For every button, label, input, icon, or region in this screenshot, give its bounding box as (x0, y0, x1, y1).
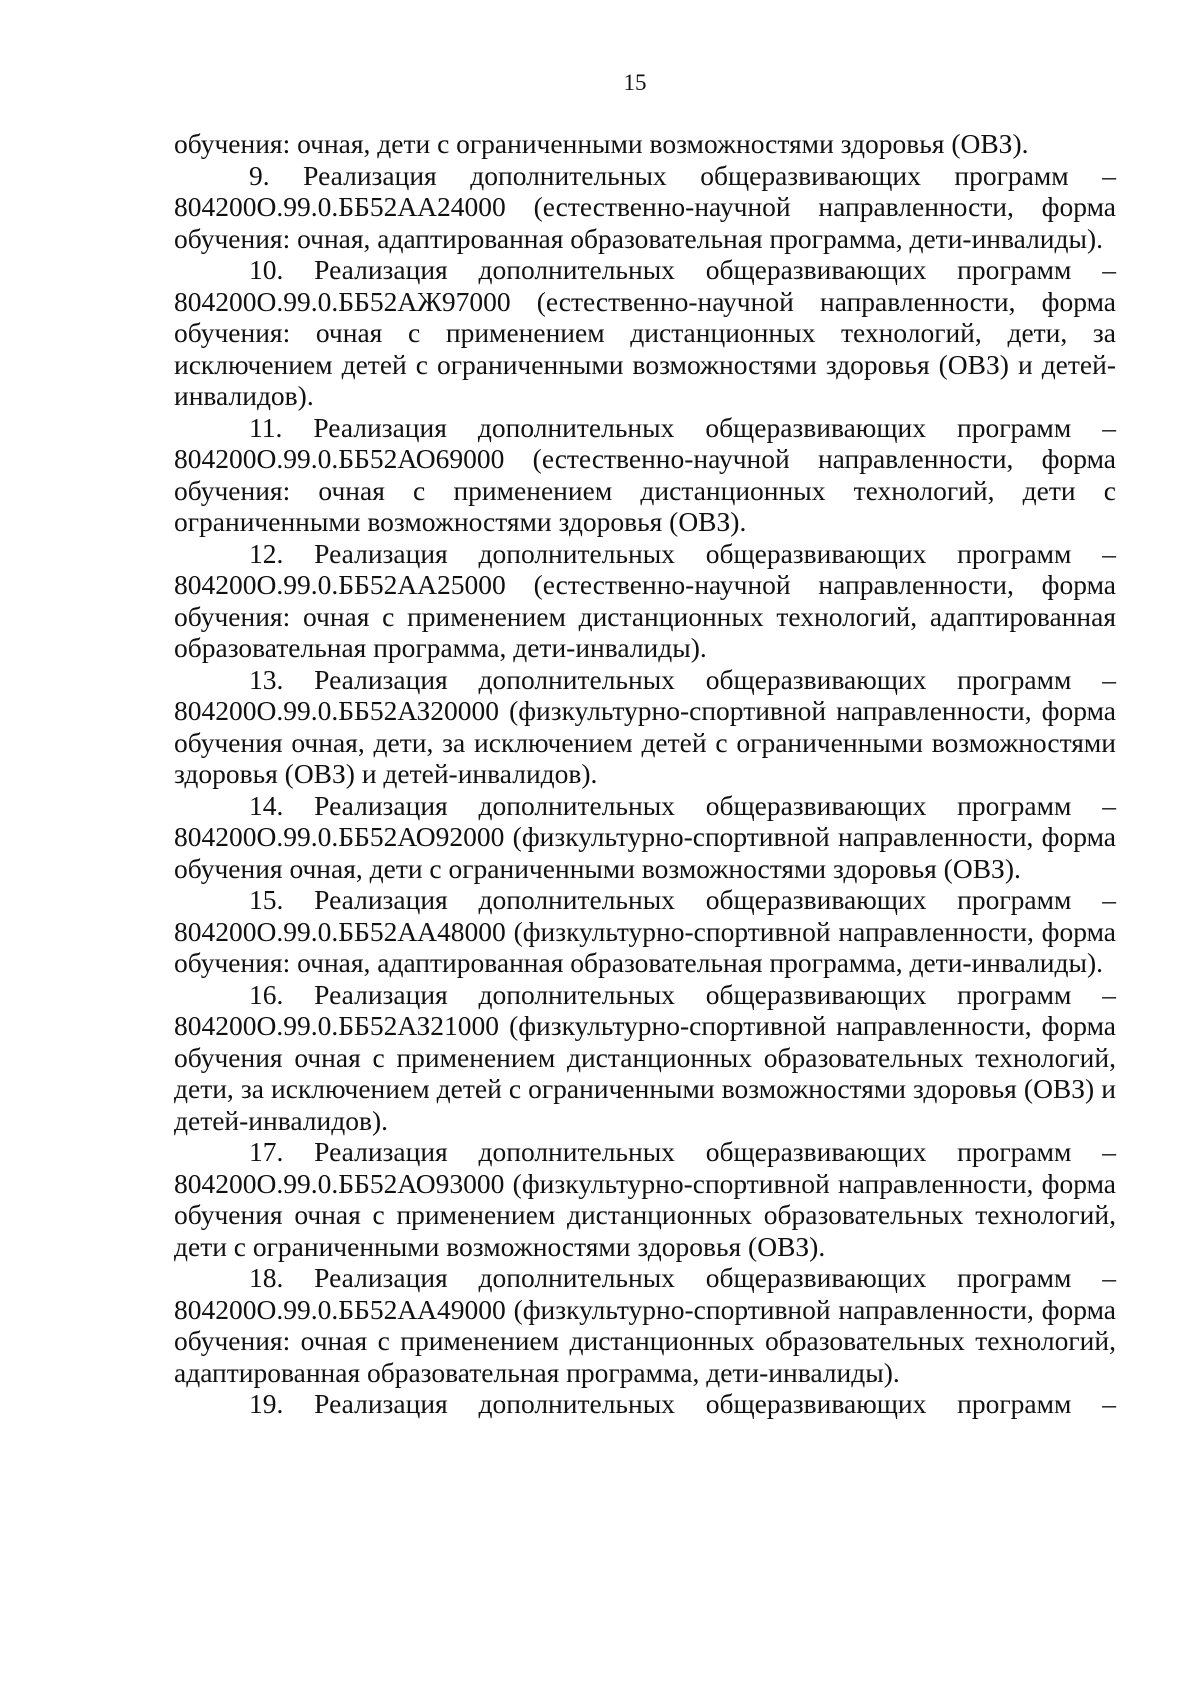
paragraph-continuation: обучения: очная, дети с ограниченными возможностями здоровья (ОВЗ). (174, 128, 1029, 159)
paragraph-item-11: 11. Реализация дополнительных общеразвивающих программ – 804200О.99.0.ББ52АО69000 (естественно-научной направленности, форма обучения: очная с применением дистанционных технологий, дети с ограниченными возможностями здоровья (ОВЗ). (174, 411, 1116, 537)
paragraph-item-10: 10. Реализация дополнительных общеразвивающих программ – 804200О.99.0.ББ52АЖ97000 (естественно-научной направленности, форма обучения: очная с применением дистанционных технологий, дети, за исключением детей с ограниченными возможностями здоровья (ОВЗ) и детей-инвалидов). (174, 254, 1116, 411)
page-number: 15 (623, 70, 647, 95)
paragraph-item-19: 19. Реализация дополнительных общеразвивающих программ – (249, 1388, 1116, 1419)
document-body (174, 128, 1116, 1420)
paragraph-item-13: 13. Реализация дополнительных общеразвивающих программ – 804200О.99.0.ББ52АЗ20000 (физкультурно-спортивной направленности, форма обучения очная, дети, за исключением детей с ограниченными возможностями здоровья (ОВЗ) и детей-инвалидов). (174, 663, 1116, 789)
paragraph-item-16: 16. Реализация дополнительных общеразвивающих программ – 804200О.99.0.ББ52АЗ21000 (физкультурно-спортивной направленности, форма обучения очная с применением дистанционных образовательных технологий, дети, за исключением детей с ограниченными возможностями здоровья (ОВЗ) и детей-инвалидов). (174, 978, 1116, 1136)
paragraph-item-9: 9. Реализация дополнительных общеразвивающих программ – 804200О.99.0.ББ52АА24000 (естественно-научной направленности, форма обучения: очная, адаптированная образовательная программа, дети-инвалиды). (174, 159, 1116, 254)
paragraph-item-15: 15. Реализация дополнительных общеразвивающих программ – 804200О.99.0.ББ52АА48000 (физкультурно-спортивной направленности, форма обучения: очная, адаптированная образовательная программа, дети-инвалиды). (174, 884, 1116, 978)
paragraph-item-18: 18. Реализация дополнительных общеразвивающих программ – 804200О.99.0.ББ52АА49000 (физкультурно-спортивной направленности, форма обучения: очная с применением дистанционных образовательных технологий, адаптированная образовательная программа, дети-инвалиды). (174, 1262, 1116, 1388)
paragraph-item-14: 14. Реализация дополнительных общеразвивающих программ – 804200О.99.0.ББ52АО92000 (физкультурно-спортивной направленности, форма обучения очная, дети с ограниченными возможностями здоровья (ОВЗ). (174, 789, 1116, 884)
paragraph-item-12: 12. Реализация дополнительных общеразвивающих программ – 804200О.99.0.ББ52АА25000 (естественно-научной направленности, форма обучения: очная с применением дистанционных технологий, адаптированная образовательная программа, дети-инвалиды). (174, 537, 1116, 663)
paragraph-item-17: 17. Реализация дополнительных общеразвивающих программ – 804200О.99.0.ББ52АО93000 (физкультурно-спортивной направленности, форма обучения очная с применением дистанционных образовательных технологий, дети с ограниченными возможностями здоровья (ОВЗ). (174, 1136, 1116, 1262)
